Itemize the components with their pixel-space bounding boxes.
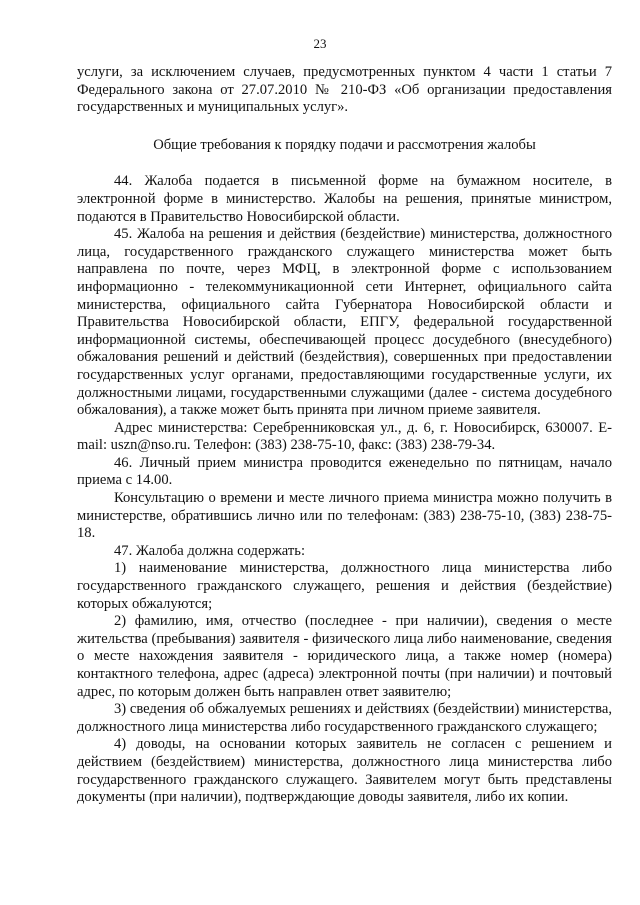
list-item-4: 4) доводы, на основании которых заявитель не согласен с решением и действием (бездействием) министерства, должностного лица министерства либо государственного гражданского служащего. Заявителем могут быть представлены документы (при наличии), подтверждающие доводы заявителя, либо их копии. xyxy=(77,736,612,806)
consultation-paragraph: Консультацию о времени и месте личного приема министра можно получить в министерстве, обратившись лично или по телефонам: (383) 238-75-10, (383) 238-75-18. xyxy=(77,490,612,542)
paragraph-45: 45. Жалоба на решения и действия (бездействие) министерства, должностного лица, государственного гражданского служащего министерства может быть направлена по почте, через МФЦ, в электронной форме с использованием информационно - телекоммуникационной сети Интернет, официального сайта министерства, официального сайта Губернатора Новосибирской области и Правительства Новосибирской области, ЕПГУ, федеральной государственной информационной системы, обеспечивающей процесс досудебного (внесудебного) обжалования решений и действий (бездействия), совершенных при предоставлении государственных услуг органами, предоставляющими государственные услуги, их должностными лицами, государственными служащими (далее - система досудебного обжалования), а также может быть принята при личном приеме заявителя. xyxy=(77,226,612,419)
list-item-2: 2) фамилию, имя, отчество (последнее - при наличии), сведения о месте жительства (пребывания) заявителя - физического лица либо наименование, сведения о месте нахождения заявителя - юридического лица, а также номер (номера) контактного телефона, адрес (адреса) электронной почты (при наличии) и почтовый адрес, по которым должен быть направлен ответ заявителю; xyxy=(77,613,612,700)
list-item-3: 3) сведения об обжалуемых решениях и действиях (бездействии) министерства, должностного лица министерства либо государственного гражданского служащего; xyxy=(77,701,612,735)
paragraph-44: 44. Жалоба подается в письменной форме на бумажном носителе, в электронной форме в министерство. Жалобы на решения, принятые министром, подаются в Правительство Новосибирской области. xyxy=(77,173,612,225)
paragraph-47: 47. Жалоба должна содержать: xyxy=(114,542,305,559)
ministry-address: Адрес министерства: Серебренниковская ул., д. 6, г. Новосибирск, 630007. E-mail: uszn@nso.ru. Телефон: (383) 238-75-10, факс: (383) 238-79-34. xyxy=(77,419,612,454)
document-body xyxy=(77,64,612,807)
list-item-1: 1) наименование министерства, должностного лица министерства либо государственного гражданского служащего, решения и действия (бездействие) которых обжалуются; xyxy=(77,560,612,612)
section-heading: Общие требования к порядку подачи и рассмотрения жалобы xyxy=(153,136,536,153)
page-number: 23 xyxy=(313,36,327,51)
paragraph-46: 46. Личный прием министра проводится еженедельно по пятницам, начало приема с 14.00. xyxy=(77,454,612,489)
intro-paragraph: услуги, за исключением случаев, предусмотренных пунктом 4 части 1 статьи 7 Федерального закона от 27.07.2010 № 210-ФЗ «Об организации предоставления государственных и муниципальных услуг». xyxy=(77,64,612,116)
